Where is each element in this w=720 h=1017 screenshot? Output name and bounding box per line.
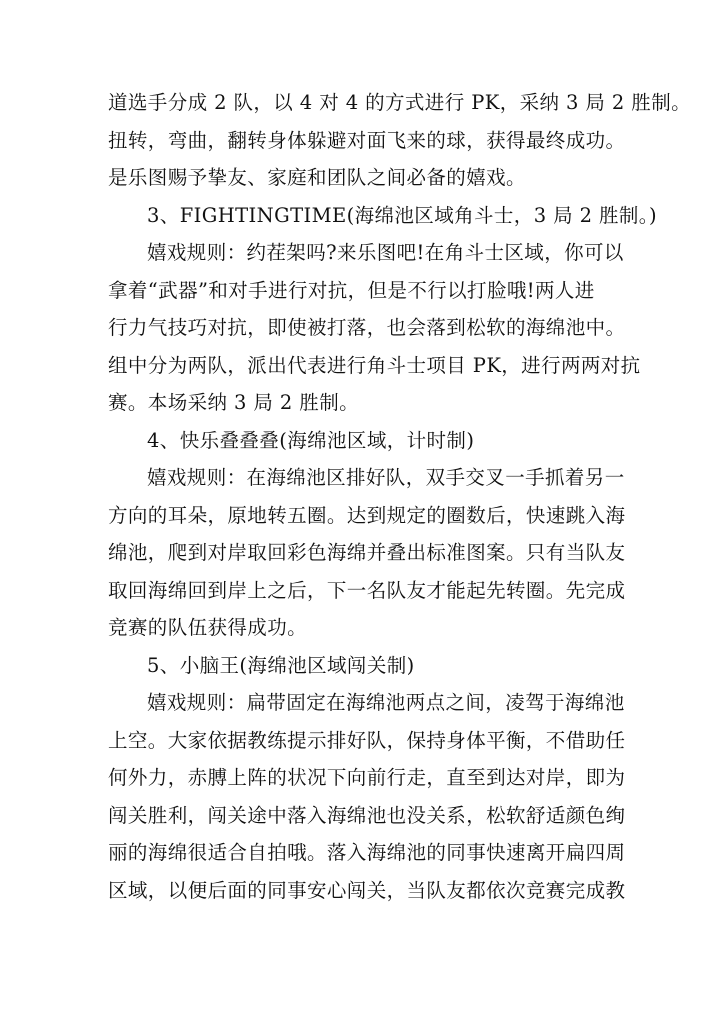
text-line: 组中分为两队，派出代表进行角斗士项目 PK，进行两两对抗 <box>108 353 641 377</box>
text-line: 闯关胜利，闯关途中落入海绵池也没关系，松软舒适颜色绚 <box>108 803 626 827</box>
text-line: 丽的海绵很适合自拍哦。落入海绵池的同事快速离开扁四周 <box>108 841 626 864</box>
text-line: 区域，以便后面的同事安心闯关，当队友都依次竞赛完成教 <box>108 878 626 902</box>
text-line: 4、快乐叠叠叠(海绵池区域，计时制) <box>147 428 475 452</box>
text-line: 上空。大家依据教练提示排好队，保持身体平衡，不借助任 <box>108 728 626 752</box>
text-line: 道选手分成 2 队，以 4 对 4 的方式进行 PK，采纳 3 局 2 胜制。 <box>108 91 692 114</box>
text-line: 3、FIGHTINGTIME(海绵池区域角斗士，3 局 2 胜制。) <box>147 203 657 227</box>
text-line: 拿着“武器”和对手进行对抗，但是不行以打脸哦!两人进 <box>108 278 595 302</box>
document-page <box>108 84 692 909</box>
text-line: 是乐图赐予挚友、家庭和团队之间必备的嬉戏。 <box>108 166 526 189</box>
text-line: 绵池，爬到对岸取回彩色海绵并叠出标准图案。只有当队友 <box>108 541 626 564</box>
text-line: 嬉戏规则：在海绵池区排好队，双手交叉一手抓着另一 <box>147 466 625 489</box>
text-line: 嬉戏规则：扁带固定在海绵池两点之间，凌驾于海绵池 <box>147 691 625 714</box>
text-line: 扭转，弯曲，翻转身体躲避对面飞来的球，获得最终成功。 <box>108 128 626 152</box>
text-line: 行力气技巧对抗，即使被打落，也会落到松软的海绵池中。 <box>108 316 626 339</box>
text-line: 取回海绵回到岸上之后，下一名队友才能起先转圈。先完成 <box>108 578 626 602</box>
text-line: 方向的耳朵，原地转五圈。达到规定的圈数后，快速跳入海 <box>108 503 626 527</box>
text-line: 竞赛的队伍获得成功。 <box>108 616 308 639</box>
text-line: 5、小脑王(海绵池区域闯关制) <box>147 653 415 677</box>
text-line: 何外力，赤膊上阵的状况下向前行走，直至到达对岸，即为 <box>108 766 626 789</box>
text-line: 嬉戏规则：约茬架吗?来乐图吧!在角斗士区域，你可以 <box>147 241 624 264</box>
text-line: 赛。本场采纳 3 局 2 胜制。 <box>108 391 360 414</box>
